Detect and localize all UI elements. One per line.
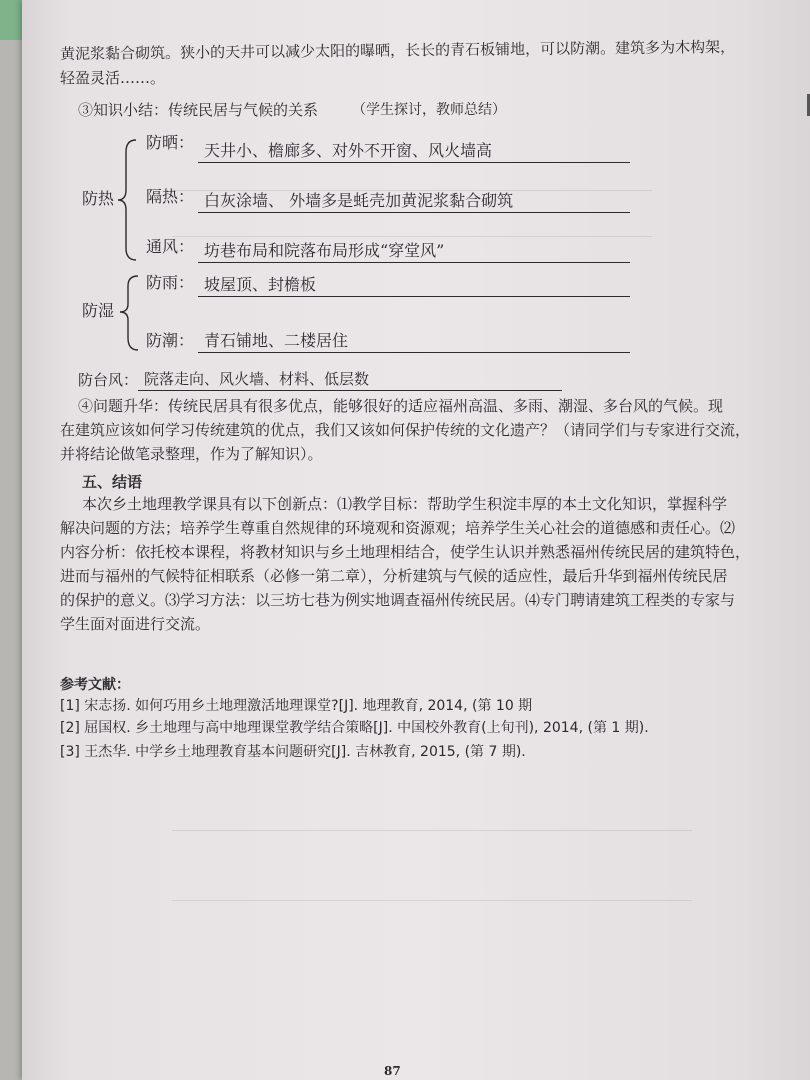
q4-line: 在建筑应该如何学习传统建筑的优点，我们又该如何保护传统的文化遗产？（请同学们与专家进行交流， xyxy=(60,421,751,439)
reference-item: [3] 王杰华. 中学乡土地理教育基本问题研究[J]. 吉林教育, 2015, (第 7 期). xyxy=(60,744,526,760)
q4-line: ④问题升华：传统民居具有很多优点，能够很好的适应福州高温、多雨、潮湿、多台风的气候。现 xyxy=(78,397,724,415)
references-title: 参考文献： xyxy=(60,677,130,693)
page-number: 87 xyxy=(384,1064,401,1078)
row-value: 青石铺地、二楼居住 xyxy=(198,330,630,353)
conclusion-line: 解决问题的方法；培养学生尊重自然规律的环境观和资源观；培养学生关心社会的道德感和责任心。⑵ xyxy=(60,519,736,537)
row-label: 隔热： xyxy=(146,187,195,206)
row-value: 坊巷布局和院落布局形成“穿堂风” xyxy=(198,240,630,263)
brace-damp xyxy=(118,274,142,352)
summary-note: （学生探讨，教师总结） xyxy=(352,102,506,118)
row-label: 通风： xyxy=(146,237,195,256)
intro-line: 轻盈灵活……。 xyxy=(60,69,166,87)
conclusion-line: 本次乡土地理教学课具有以下创新点：⑴教学目标：帮助学生积淀丰厚的本土文化知识，掌握科学 xyxy=(82,495,728,513)
intro-line: 黄泥浆黏合砌筑。狭小的天井可以减少太阳的曝晒，长长的青石板铺地，可以防潮。建筑多为木构架， xyxy=(60,37,736,63)
group-label-damp: 防湿 xyxy=(82,301,115,320)
row-value: 坡屋顶、封檐板 xyxy=(198,274,630,297)
row-label: 防晒： xyxy=(146,133,195,152)
row-label: 防雨： xyxy=(146,273,195,292)
section-title: 五、结语 xyxy=(82,473,143,491)
bleed-line xyxy=(172,236,652,237)
reference-item: [2] 屈国权. 乡土地理与高中地理课堂教学结合策略[J]. 中国校外教育(上旬刊), 2014, (第 1 期). xyxy=(60,720,649,736)
q4-line: 并将结论做笔录整理，作为了解知识）。 xyxy=(60,445,323,463)
typhoon-label: 防台风： xyxy=(78,371,139,389)
bleed-line xyxy=(172,900,692,901)
document-page xyxy=(22,0,810,1080)
reference-item: [1] 宋志扬. 如何巧用乡土地理激活地理课堂?[J]. 地理教育, 2014, (第 10 期 xyxy=(60,698,533,714)
brace-heat xyxy=(116,138,140,262)
typhoon-value: 院落走向、风火墙、材料、低层数 xyxy=(138,368,562,391)
conclusion-line: 学生面对面进行交流。 xyxy=(60,615,211,633)
group-label-heat: 防热 xyxy=(82,189,115,208)
conclusion-line: 进而与福州的气候特征相联系（必修一第二章），分析建筑与气候的适应性，最后升华到福州传统民居 xyxy=(60,567,728,585)
summary-heading: ③知识小结：传统民居与气候的关系 xyxy=(78,101,319,119)
conclusion-line: 内容分析：依托校本课程，将教材知识与乡土地理相结合，使学生认识并熟悉福州传统民居的建筑特色， xyxy=(60,543,751,561)
conclusion-line: 的保护的意义。⑶学习方法：以三坊七巷为例实地调查福州传统民居。⑷专门聘请建筑工程类的专家与 xyxy=(60,591,736,609)
bleed-line xyxy=(172,830,692,831)
row-value: 白灰涂墙、 外墙多是蚝壳加黄泥浆黏合砌筑 xyxy=(198,190,630,213)
row-label: 防潮： xyxy=(146,331,195,350)
row-value: 天井小、檐廊多、对外不开窗、风火墙高 xyxy=(198,140,630,163)
